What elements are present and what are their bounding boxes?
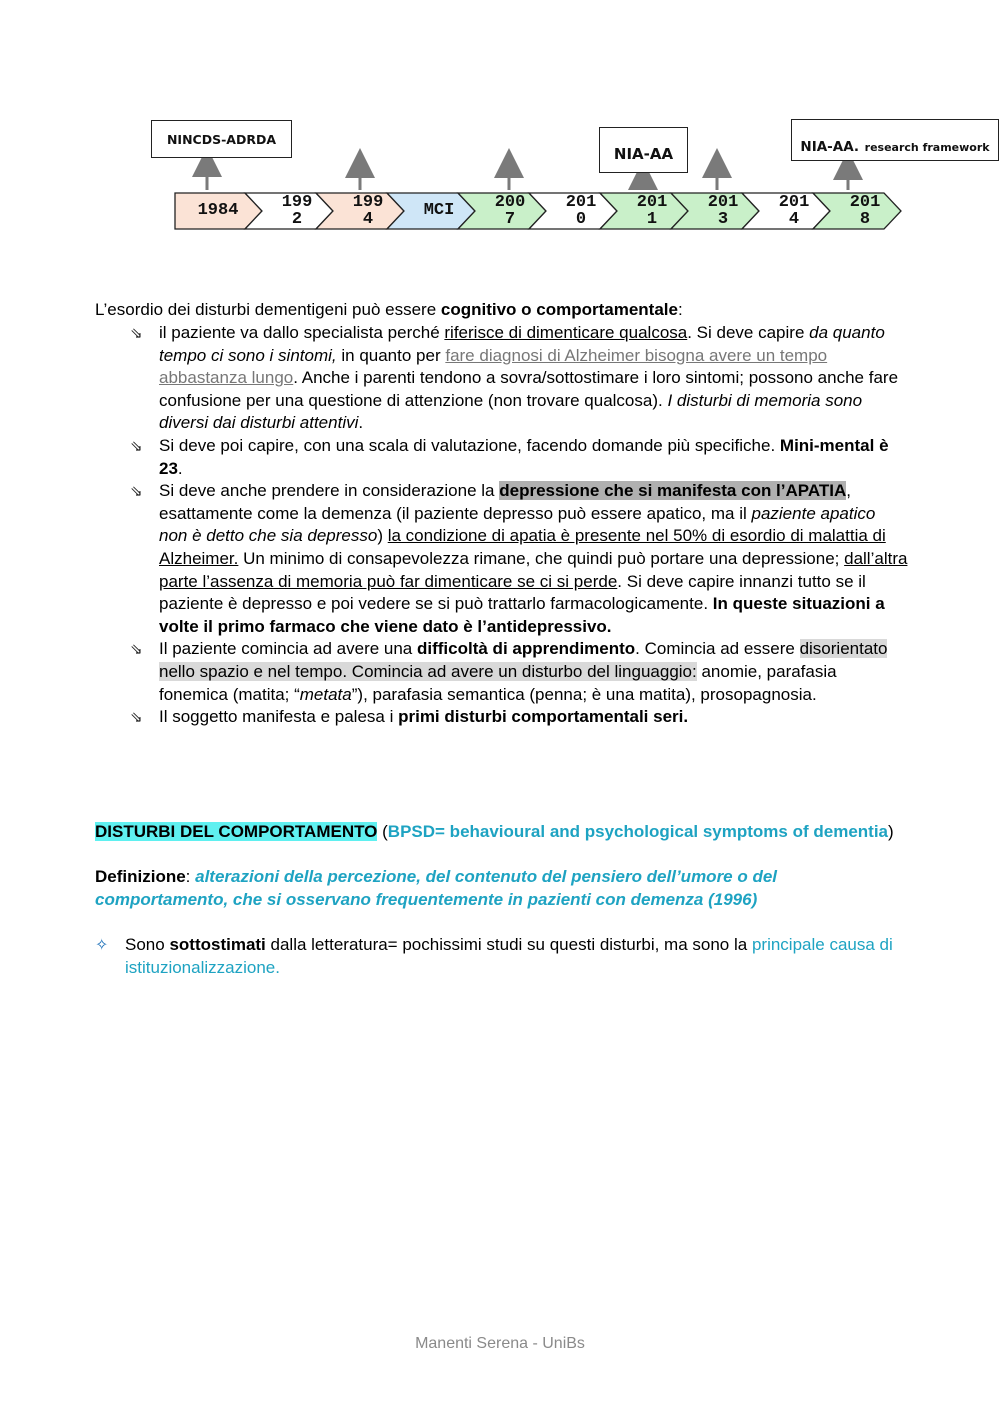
intro-bold: cognitivo o comportamentale [440, 300, 678, 319]
paren-close: ) [888, 822, 894, 841]
bold-text: Mini-mental è 23 [159, 435, 889, 478]
intro-paragraph [95, 299, 915, 322]
callout-framework-bold: NIA-AA. [800, 139, 860, 155]
outline-arrow-bullet-icon: ⇘ [130, 708, 143, 727]
callout-nincds-label: NINCDS-ADRDA [166, 131, 277, 147]
text: dalla letteratura= pochissimi studi su questi disturbi, ma sono la [265, 935, 752, 954]
timeline-label-6 [551, 194, 611, 228]
bold-text: primi disturbi comportamentali seri. [398, 707, 689, 727]
callout-research-framework [791, 119, 999, 161]
list-item [128, 322, 908, 435]
list-item [128, 480, 908, 638]
bpsd-text: BPSD= behavioural and psychological symptoms of dementia [387, 822, 889, 841]
italic-text: I disturbi di memoria sono diversi dai disturbi attentivi [159, 390, 863, 433]
timeline-label-7 [622, 194, 682, 228]
note-item [95, 934, 895, 979]
timeline-label-line1: 201 [636, 193, 668, 212]
list-item [128, 638, 908, 706]
timeline-label-line1: 201 [778, 193, 810, 212]
text: Si deve poi capire, con una scala di valutazione, facendo domande più specifiche. [159, 435, 780, 455]
timeline-label-line2: 4 [362, 210, 374, 229]
timeline-label-line1: 199 [281, 193, 313, 212]
text: Si deve anche prendere in considerazione la [159, 481, 500, 501]
section-title: DISTURBI DEL COMPORTAMENTO [95, 822, 378, 841]
teal-text: principale causa di istituzionalizzazione. [125, 935, 893, 977]
outline-arrow-bullet-icon: ⇘ [130, 482, 143, 501]
text: . [177, 458, 183, 478]
timeline-label-line2: 4 [788, 210, 800, 229]
timeline-label-2 [267, 194, 327, 228]
paren-open: ( [377, 822, 388, 841]
highlighted-text: disorientato nello spazio e nel tempo. Comincia ad avere un disturbo del linguaggio: [159, 639, 888, 681]
list-item [128, 706, 908, 729]
definition-text: alterazioni della percezione, del contenuto del pensiero dell’umore o del comportamento, che si osservano frequentemente in pazienti con demenza (1996) [95, 867, 778, 909]
text: il paziente va dallo specialista perché [159, 323, 445, 342]
text: . Anche i parenti tendono a sovra/sottostimare i loro sintomi; possono anche fare confusione per una questione di attenzione (non trovare qualcosa). [159, 368, 899, 410]
highlighted-text: depressione che si manifesta con l’APATIA [499, 481, 847, 501]
timeline-label-8 [693, 194, 753, 228]
callout-nia-aa [599, 127, 688, 173]
text: Un minimo di consapevolezza rimane, che quindi può portare una depressione; [238, 548, 845, 568]
definition [95, 866, 875, 911]
timeline-label-10 [835, 194, 895, 228]
text: , esattamente come la demenza (il paziente depresso può essere apatico, ma il [159, 481, 851, 523]
timeline-label-line1: 201 [849, 193, 881, 212]
gray-underlined-text: fare diagnosi di Alzheimer bisogna avere un tempo abbastanza lungo [159, 345, 828, 388]
timeline-label-1 [188, 202, 248, 219]
text: . Si deve capire [687, 323, 810, 342]
text: in quanto per [336, 345, 446, 365]
timeline-label-line1: MCI [423, 201, 455, 220]
underlined-text: la condizione di apatia è presente nel 50% di esordio di malattia di Alzheimer. [159, 526, 886, 568]
text: ) [377, 526, 388, 546]
timeline-label-line1: 200 [494, 193, 526, 212]
timeline-label-3 [338, 194, 398, 228]
timeline-label-line2: 7 [504, 210, 516, 229]
page-footer: Manenti Serena - UniBs [415, 1335, 585, 1352]
outline-arrow-bullet-icon: ⇘ [130, 324, 143, 342]
section-heading [95, 821, 895, 844]
bold-text: sottostimati [169, 935, 266, 954]
timeline-label-line2: 3 [717, 210, 729, 229]
timeline-label-line2: 8 [859, 210, 871, 229]
italic-text: da quanto tempo ci sono i sintomi, [159, 323, 885, 365]
intro-text: L’esordio dei disturbi dementigeni può essere [95, 300, 441, 319]
timeline-label-5 [480, 194, 540, 228]
italic-text: metata [299, 684, 352, 704]
text: ”), parafasia semantica (penna; è una matita), prosopagnosia. [351, 684, 817, 704]
text: Sono [125, 935, 170, 954]
timeline-label-line2: 2 [291, 210, 303, 229]
timeline-label-9 [764, 194, 824, 228]
timeline-label-line1: 201 [707, 193, 739, 212]
timeline-label-line1: 199 [352, 193, 384, 212]
star-bullet-icon: ✧ [95, 935, 109, 954]
intro-end: : [677, 300, 683, 319]
italic-text: paziente apatico non è detto che sia depresso [159, 503, 876, 546]
callout-nia-aa-label: NIA-AA [613, 145, 674, 163]
underlined-text: dall’altra parte l’assenza di memoria può far dimenticare se ci si perde [159, 548, 908, 591]
callout-nincds-adrda [151, 120, 292, 158]
bold-text: In queste situazioni a volte il primo farmaco che viene dato è l’antidepressivo. [159, 594, 885, 636]
underlined-text: riferisce di dimenticare qualcosa [444, 323, 688, 342]
callout-framework-small: research framework [864, 140, 990, 154]
definition-label: Definizione [95, 867, 186, 886]
timeline-label-4 [409, 202, 469, 219]
list-item [128, 435, 908, 480]
text: . Si deve capire innanzi tutto se il paziente è depresso e poi vedere se si può trattarlo farmacologicamente. [159, 571, 866, 614]
timeline-label-line2: 1 [646, 210, 658, 229]
definition-colon: : [185, 867, 196, 886]
text: . [358, 413, 364, 433]
timeline-label-line1: 1984 [197, 201, 239, 220]
text: anomie, parafasia fonemica (matita; “ [159, 661, 837, 704]
text: . Comincia ad essere [635, 639, 800, 659]
outline-arrow-bullet-icon: ⇘ [130, 640, 143, 659]
outline-arrow-bullet-icon: ⇘ [130, 436, 143, 455]
symptom-list [128, 322, 908, 729]
timeline-label-line1: 201 [565, 193, 597, 212]
bold-text: difficoltà di apprendimento [417, 639, 636, 659]
timeline-label-line2: 0 [575, 210, 587, 229]
text: Il soggetto manifesta e palesa i [159, 707, 399, 727]
text: Il paziente comincia ad avere una [159, 639, 417, 659]
